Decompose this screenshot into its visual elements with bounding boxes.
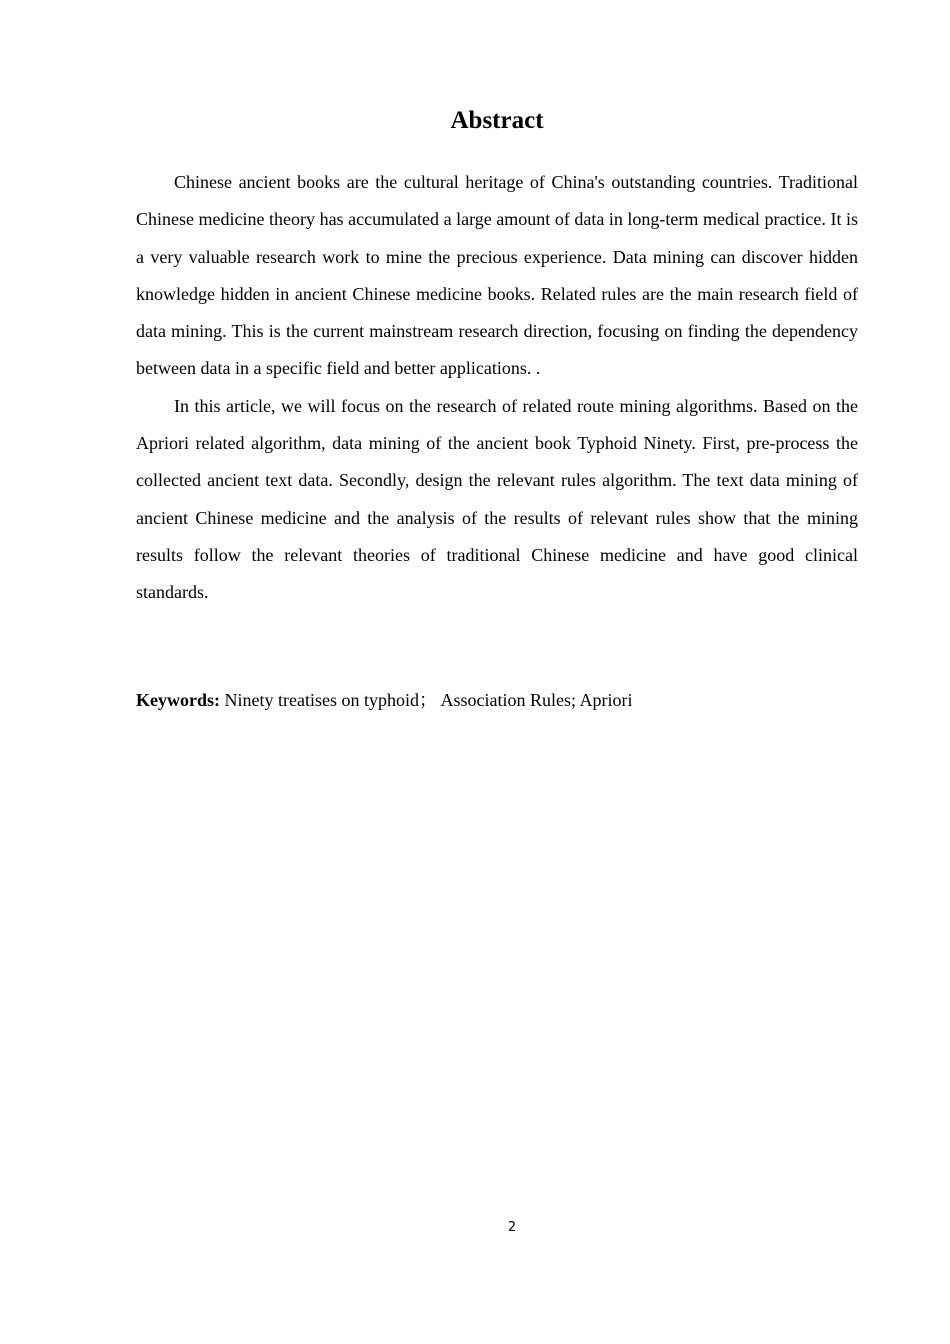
keywords-label: Keywords: — [136, 690, 220, 710]
abstract-paragraph-2: In this article, we will focus on the research of related route mining algorithms. Based on the Apriori related algorithm, data mining of the ancient book Typhoid Ninety. First, pre-process the collected ancient text data. Secondly, design the relevant rules algorithm. The text data mining of ancient Chinese medicine and the analysis of the results of relevant rules show that the mining results follow the relevant theories of traditional Chinese medicine and have good clinical standards. — [136, 395, 858, 603]
keywords-line — [136, 683, 858, 717]
abstract-paragraph-1: Chinese ancient books are the cultural heritage of China's outstanding countries. Traditional Chinese medicine theory has accumulated a large amount of data in long-term medical practice. It is a very valuable research work to mine the precious experience. Data mining can discover hidden knowledge hidden in ancient Chinese medicine books. Related rules are the main research field of data mining. This is the current mainstream research direction, focusing on finding the dependency between data in a specific field and better applications. . — [136, 172, 858, 379]
abstract-body — [136, 164, 858, 612]
keywords-value: Ninety treatises on typhoid； Association Rules; Apriori — [224, 690, 633, 710]
abstract-title: Abstract — [450, 107, 544, 134]
page-number: 2 — [507, 1220, 517, 1235]
